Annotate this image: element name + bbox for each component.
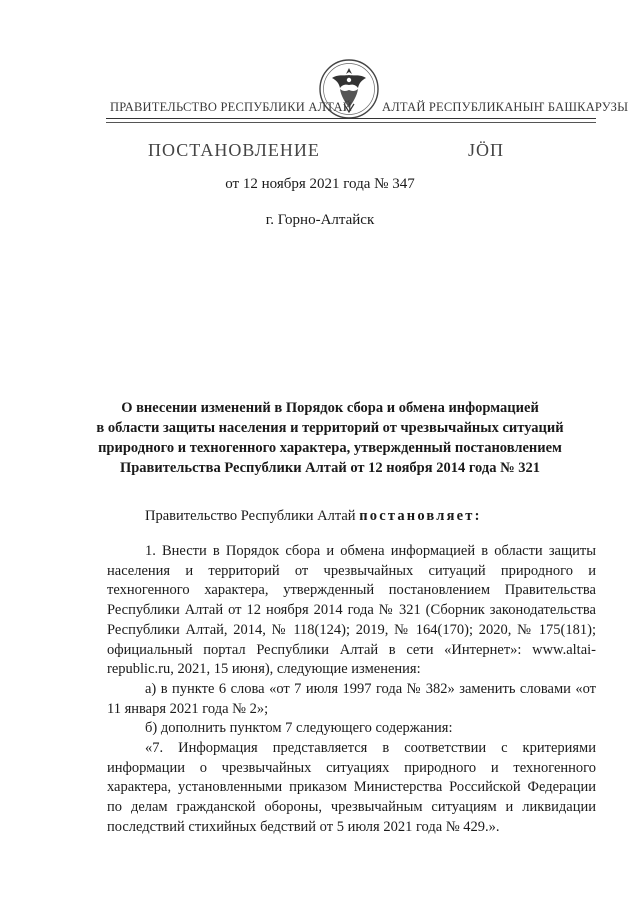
header-government-name-ru: ПРАВИТЕЛЬСТВО РЕСПУБЛИКИ АЛТАЙ: [110, 100, 352, 114]
header-government-name-alt: АЛТАЙ РЕСПУБЛИКАНЫҤ БАШКАРУЗЫ: [382, 100, 629, 114]
title-line: Правительства Республики Алтай от 12 ноября 2014 года № 321: [119, 460, 541, 476]
doc-type-ru: ПОСТАНОВЛЕНИЕ: [148, 140, 320, 160]
preamble-text: Правительство Республики Алтай: [145, 508, 360, 524]
preamble-resolves: постановляет:: [359, 508, 482, 524]
title-line: природного и техногенного характера, утвержденный постановлением: [98, 440, 562, 456]
city: г. Горно-Алтайск: [265, 212, 375, 228]
title-line: в области защиты населения и территорий от чрезвычайных ситуаций: [96, 420, 564, 436]
document-body: [107, 542, 596, 838]
title-line: О внесении изменений в Порядок сбора и обмена информацией: [121, 400, 539, 416]
paragraph-b: б) дополнить пунктом 7 следующего содержания:: [145, 720, 453, 737]
paragraph-1: 1. Внести в Порядок сбора и обмена информацией в области защиты населения и территорий от чрезвычайных ситуаций природного и техногенного характера, утвержденный постановлением Правительства Республики Алтай от 12 ноября 2014 года № 321 (Сборник законодательства Республики Алтай, 2014, № 118(124); 2019, № 164(170); 2020, № 175(181); официальный портал Республики Алтай в сети «Интернет»: www.altai-republic.ru, 2021, 15 июня), следующие изменения:: [107, 543, 596, 678]
paragraph-7: «7. Информация представляется в соответствии с критериями информации о чрезвычайных ситуациях природного и техногенного характера, установленными приказом Министерства Российской Федерации по делам гражданской обороны, чрезвычайным ситуациям и ликвидации последствий стихийных бедствий от 5 июля 2021 года № 429.».: [107, 740, 596, 835]
paragraph-a: а) в пункте 6 слова «от 7 июля 1997 года № 382» заменить словами «от 11 января 2021 года № 2»;: [107, 680, 596, 717]
doc-type-alt: JӦП: [468, 140, 505, 160]
header-divider: [106, 118, 596, 119]
header-divider-thin: [106, 122, 596, 123]
date-number: от 12 ноября 2021 года № 347: [225, 176, 415, 192]
preamble: [107, 507, 596, 527]
document-title: [88, 398, 572, 478]
